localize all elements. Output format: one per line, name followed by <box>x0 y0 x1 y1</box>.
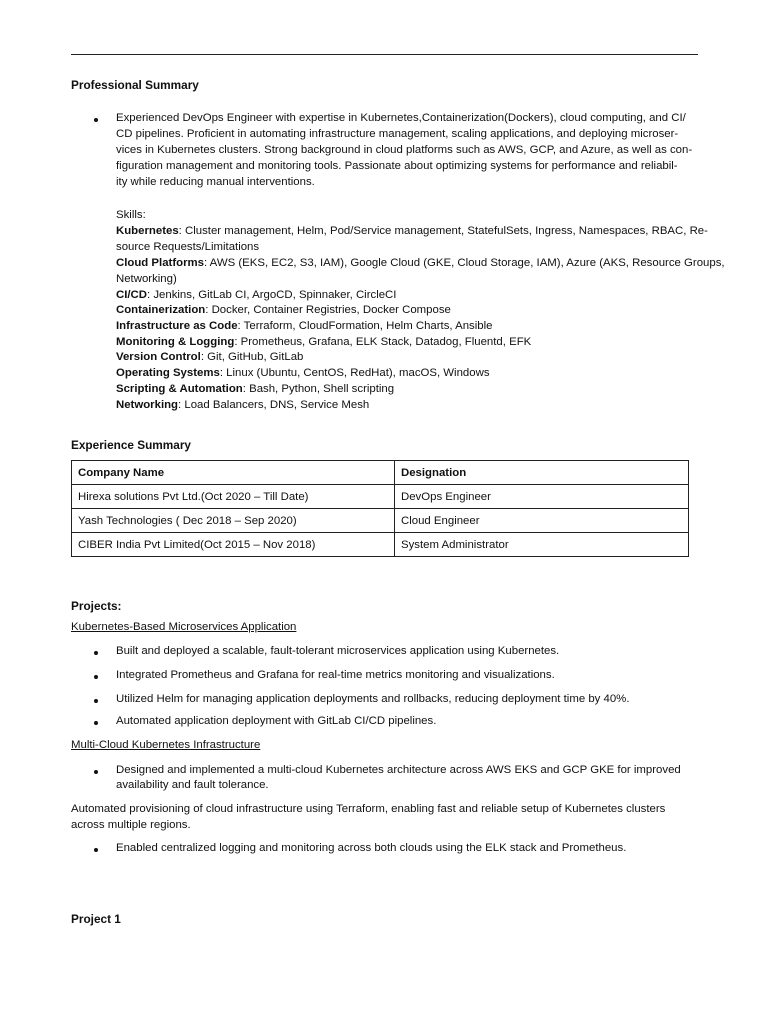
designation-cell: DevOps Engineer <box>395 485 689 509</box>
column-header-designation: Designation <box>395 461 689 485</box>
bullet-icon <box>94 675 98 679</box>
table-row <box>72 485 689 509</box>
experience-table <box>71 460 689 557</box>
skill-cicd <box>116 289 396 301</box>
skill-networking <box>116 399 369 411</box>
summary-line: vices in Kubernetes clusters. Strong background in cloud platforms such as AWS, GCP, and Azure, as well as con- <box>116 144 693 156</box>
top-rule <box>71 54 698 55</box>
skills-label: Skills: <box>116 209 146 221</box>
experience-summary-heading: Experience Summary <box>71 438 191 452</box>
table-header-row <box>72 461 689 485</box>
project-title: Multi-Cloud Kubernetes Infrastructure <box>71 739 261 751</box>
table-row <box>72 533 689 557</box>
skill-scripting <box>116 383 394 395</box>
skill-value: : Git, GitHub, GitLab <box>200 351 304 363</box>
project-paragraph-cont: across multiple regions. <box>71 819 191 831</box>
bullet-icon <box>94 848 98 852</box>
project-bullet: Utilized Helm for managing application deployments and rollbacks, reducing deployment time by 40%. <box>116 693 630 705</box>
skill-name: Infrastructure as Code <box>116 320 238 332</box>
company-cell: Hirexa solutions Pvt Ltd.(Oct 2020 – Till Date) <box>72 485 395 509</box>
project-bullet: Integrated Prometheus and Grafana for real-time metrics monitoring and visualizations. <box>116 669 555 681</box>
summary-line: ity while reducing manual interventions. <box>116 176 315 188</box>
skill-value: : Jenkins, GitLab CI, ArgoCD, Spinnaker, CircleCI <box>147 289 397 301</box>
skill-value: : Prometheus, Grafana, ELK Stack, Datadog, Fluentd, EFK <box>234 336 532 348</box>
skill-value: : Cluster management, Helm, Pod/Service management, StatefulSets, Ingress, Namespaces, RBAC, Re- <box>178 225 708 237</box>
skill-operating-systems <box>116 367 490 379</box>
projects-heading: Projects: <box>71 599 122 613</box>
professional-summary-heading: Professional Summary <box>71 78 199 92</box>
summary-line: CD pipelines. Proficient in automating infrastructure management, scaling applications, and deploying microser- <box>116 128 679 140</box>
table-row <box>72 509 689 533</box>
skill-kubernetes <box>116 225 708 237</box>
skill-name: Cloud Platforms <box>116 257 204 269</box>
skill-name: Operating Systems <box>116 367 220 379</box>
bullet-icon <box>94 721 98 725</box>
bullet-icon <box>94 118 98 122</box>
bullet-icon <box>94 699 98 703</box>
project-1-heading: Project 1 <box>71 912 121 926</box>
summary-line: Experienced DevOps Engineer with expertise in Kubernetes,Containerization(Dockers), cloud computing, and CI/ <box>116 112 686 124</box>
skill-iac <box>116 320 492 332</box>
bullet-icon <box>94 651 98 655</box>
skill-name: Version Control <box>116 351 201 363</box>
skill-name: Containerization <box>116 304 206 316</box>
project-bullet: Enabled centralized logging and monitoring across both clouds using the ELK stack and Prometheus. <box>116 842 627 854</box>
project-paragraph: Automated provisioning of cloud infrastructure using Terraform, enabling fast and reliable setup of Kubernetes clusters <box>71 803 666 815</box>
project-bullet-cont: availability and fault tolerance. <box>116 779 269 791</box>
project-title: Kubernetes-Based Microservices Application <box>71 621 297 633</box>
skill-value: : Terraform, CloudFormation, Helm Charts, Ansible <box>237 320 493 332</box>
skill-version-control <box>116 351 303 363</box>
column-header-company: Company Name <box>72 461 395 485</box>
skill-name: Scripting & Automation <box>116 383 243 395</box>
skill-value: : Bash, Python, Shell scripting <box>242 383 395 395</box>
designation-cell: Cloud Engineer <box>395 509 689 533</box>
skill-name: Networking <box>116 399 179 411</box>
project-bullet: Automated application deployment with GitLab CI/CD pipelines. <box>116 715 437 727</box>
skill-value: : Docker, Container Registries, Docker Compose <box>205 304 451 316</box>
summary-line: figuration management and monitoring tools. Passionate about optimizing systems for performance and reliabil- <box>116 160 678 172</box>
skill-value: : Linux (Ubuntu, CentOS, RedHat), macOS, Windows <box>219 367 490 379</box>
company-cell: Yash Technologies ( Dec 2018 – Sep 2020) <box>72 509 395 533</box>
project-bullet: Built and deployed a scalable, fault-tolerant microservices application using Kubernetes. <box>116 645 560 657</box>
skill-name: Kubernetes <box>116 225 179 237</box>
designation-cell: System Administrator <box>395 533 689 557</box>
skill-kubernetes-cont: source Requests/Limitations <box>116 241 260 253</box>
project-bullet: Designed and implemented a multi-cloud Kubernetes architecture across AWS EKS and GCP GKE for improved <box>116 764 681 776</box>
skill-cloud-platforms <box>116 257 725 269</box>
skill-containerization <box>116 304 451 316</box>
skill-value: : Load Balancers, DNS, Service Mesh <box>178 399 370 411</box>
skill-name: Monitoring & Logging <box>116 336 235 348</box>
skill-monitoring <box>116 336 531 348</box>
skill-cloud-platforms-cont: Networking) <box>116 273 177 285</box>
bullet-icon <box>94 770 98 774</box>
company-cell: CIBER India Pvt Limited(Oct 2015 – Nov 2018) <box>72 533 395 557</box>
skill-name: CI/CD <box>116 289 148 301</box>
skill-value: : AWS (EKS, EC2, S3, IAM), Google Cloud (GKE, Cloud Storage, IAM), Azure (AKS, Resource Groups, <box>203 257 725 269</box>
